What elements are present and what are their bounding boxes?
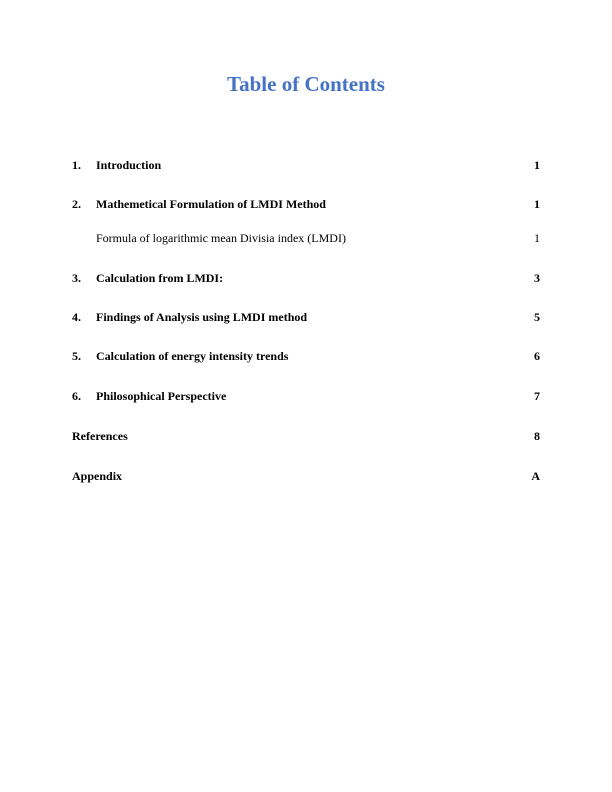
- toc-entry-page: 8: [534, 429, 540, 443]
- toc-entry-number: 3.: [72, 271, 81, 285]
- toc-entry-mathematical-formulation[interactable]: [72, 196, 540, 212]
- toc-entry-label: Calculation of energy intensity trends: [96, 349, 289, 363]
- toc-entry-page: 3: [534, 271, 540, 285]
- toc-entry-label: Introduction: [96, 158, 162, 172]
- toc-entry-page: A: [531, 469, 540, 483]
- toc-entry-number: 4.: [72, 310, 81, 324]
- toc-entry-label: Findings of Analysis using LMDI method: [96, 310, 308, 324]
- toc-entry-label: Appendix: [72, 469, 123, 483]
- toc-entry-page: 1: [534, 158, 540, 172]
- toc-entry-label: References: [72, 429, 128, 443]
- toc-entry-number: 1.: [72, 158, 81, 172]
- toc-entry-page: 6: [534, 349, 540, 363]
- toc-entry-page: 5: [534, 310, 540, 324]
- toc-entry-philosophical[interactable]: [72, 388, 540, 404]
- toc-entry-calculation-lmdi[interactable]: [72, 270, 540, 286]
- toc-entry-label: Formula of logarithmic mean Divisia index (LMDI): [96, 231, 346, 245]
- toc-entry-references[interactable]: [72, 428, 540, 444]
- toc-subentry-lmdi-formula[interactable]: [72, 230, 540, 246]
- toc-entry-label: Calculation from LMDI:: [96, 271, 224, 285]
- toc-entry-findings[interactable]: [72, 309, 540, 325]
- toc-entry-page: 1: [534, 231, 540, 245]
- toc-entry-number: 5.: [72, 349, 81, 363]
- toc-entry-energy-intensity[interactable]: [72, 348, 540, 364]
- page-title: Table of Contents: [227, 72, 385, 96]
- toc-entry-label: Mathemetical Formulation of LMDI Method: [96, 197, 326, 211]
- toc-entry-introduction[interactable]: [72, 157, 540, 173]
- toc-entry-number: 6.: [72, 389, 81, 403]
- toc-entry-appendix[interactable]: [72, 468, 540, 484]
- toc-entry-label: Philosophical Perspective: [96, 389, 227, 403]
- toc-entry-page: 7: [534, 389, 540, 403]
- toc-entry-number: 2.: [72, 197, 81, 211]
- toc-entry-page: 1: [534, 197, 540, 211]
